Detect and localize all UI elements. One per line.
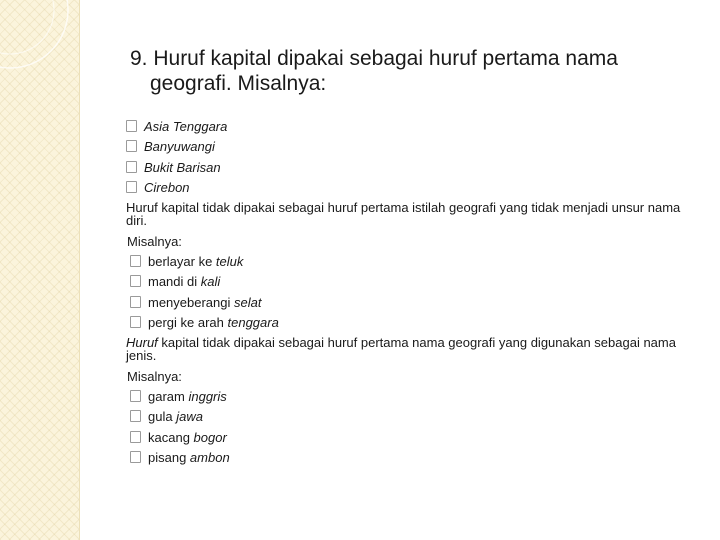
example-plain: pergi ke arah: [148, 315, 228, 331]
example-italic: bogor: [193, 429, 227, 445]
list-item: [126, 252, 696, 272]
list-item: [126, 293, 696, 313]
slide-body: [126, 117, 696, 468]
rings-decoration: [0, 0, 80, 80]
example-text: Banyuwangi: [144, 139, 215, 155]
checkbox-square-icon: [130, 451, 141, 463]
slide-heading: [130, 46, 700, 96]
example-text: Bukit Barisan: [144, 159, 221, 175]
example-italic: teluk: [215, 253, 244, 269]
checkbox-square-icon: [126, 181, 137, 193]
list-item: [126, 272, 696, 292]
example-plain: kacang: [148, 429, 194, 445]
list-item: [126, 387, 696, 407]
list-item: [126, 448, 696, 468]
example-plain: garam: [148, 388, 189, 404]
side-band: [0, 0, 80, 540]
example-italic: ambon: [189, 450, 230, 466]
rule-paragraph-2: Huruf kapital tidak dipakai sebagai huruf pertama istilah geografi yang tidak menjadi unsur nama diri.: [126, 199, 681, 229]
checkbox-square-icon: [126, 161, 137, 173]
example-italic: selat: [234, 294, 262, 310]
example-italic: kali: [200, 274, 221, 290]
checkbox-square-icon: [130, 410, 141, 422]
checkbox-square-icon: [130, 296, 141, 308]
checkbox-square-icon: [130, 390, 141, 402]
example-text: Cirebon: [144, 180, 190, 196]
example-plain: mandi di: [148, 274, 201, 290]
example-plain: berlayar ke: [148, 253, 216, 269]
checkbox-square-icon: [130, 431, 141, 443]
list-item: [126, 117, 696, 137]
checkbox-square-icon: [126, 120, 137, 132]
example-text: Asia Tenggara: [144, 119, 228, 134]
example-italic: jawa: [176, 409, 203, 425]
heading-line-1: 9. Huruf kapital dipakai sebagai huruf pertama nama: [130, 47, 618, 70]
checkbox-square-icon: [130, 255, 141, 267]
list-item: [126, 158, 696, 178]
example-plain: menyeberangi: [148, 294, 234, 310]
list-item: [126, 407, 696, 427]
misalnya-label: Misalnya:: [127, 368, 182, 384]
list-item: [126, 178, 696, 198]
checkbox-square-icon: [126, 140, 137, 152]
example-plain: pisang: [148, 450, 190, 466]
rule-3-italic: Huruf: [126, 334, 158, 350]
list-item: [126, 428, 696, 448]
heading-line-2: geografi. Misalnya:: [150, 72, 327, 95]
checkbox-square-icon: [130, 275, 141, 287]
example-plain: gula: [148, 409, 177, 425]
example-italic: tenggara: [227, 315, 279, 331]
checkbox-square-icon: [130, 316, 141, 328]
misalnya-label: Misalnya:: [127, 233, 182, 249]
rule-3-rest: kapital tidak dipakai sebagai huruf pertama nama geografi yang digunakan sebagai nama jenis.: [126, 334, 676, 364]
list-item: [126, 313, 696, 333]
rule-paragraph-3: [126, 334, 696, 367]
list-item: [126, 137, 696, 157]
example-italic: inggris: [188, 388, 227, 404]
